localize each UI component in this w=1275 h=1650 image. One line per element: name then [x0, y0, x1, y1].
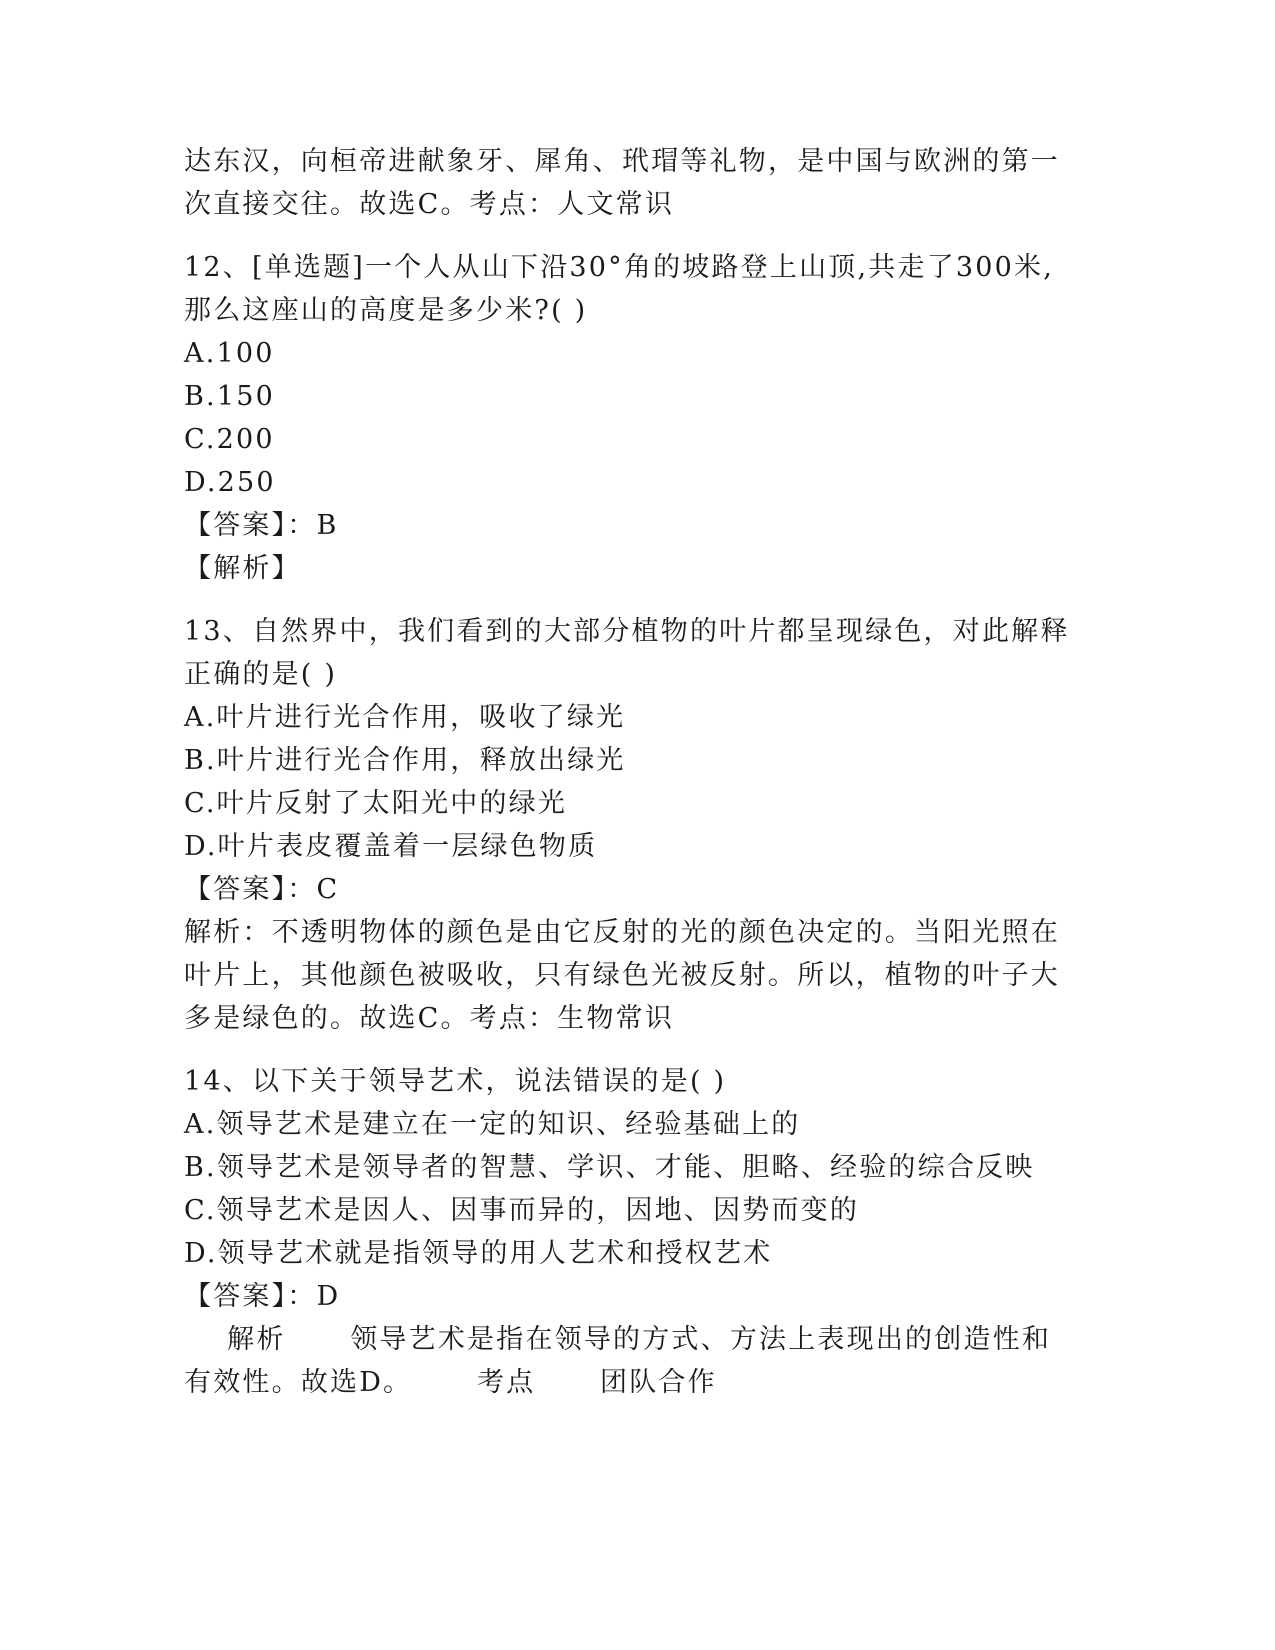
question-stem: 那么这座山的高度是多少米?( ) [184, 295, 588, 326]
option-d: D.250 [184, 467, 276, 498]
answer-line: 【答案】：D [184, 1281, 341, 1312]
analysis-line: 有效性。故选D。 考点 团队合作 [184, 1367, 717, 1398]
question-13 [184, 610, 1070, 1040]
option-a: A.领导艺术是建立在一定的知识、经验基础上的 [184, 1109, 801, 1140]
option-d: D.叶片表皮覆盖着一层绿色物质 [184, 831, 598, 862]
option-c: C.200 [184, 424, 275, 455]
question-stem: 正确的是( ) [184, 659, 338, 690]
option-a: A.叶片进行光合作用，吸收了绿光 [184, 702, 626, 733]
analysis-line: 叶片上，其他颜色被吸收，只有绿色光被反射。所以，植物的叶子大 [184, 960, 1060, 991]
analysis-line: 达东汉，向桓帝进献象牙、犀角、玳瑁等礼物，是中国与欧洲的第一 [184, 146, 1060, 177]
option-b: B.叶片进行光合作用，释放出绿光 [184, 745, 626, 776]
continuation-analysis [184, 140, 1064, 226]
option-b: B.领导艺术是领导者的智慧、学识、才能、胆略、经验的综合反映 [184, 1152, 1035, 1183]
option-c: C.叶片反射了太阳光中的绿光 [184, 788, 568, 819]
analysis-line: 解析 领导艺术是指在领导的方式、方法上表现出的创造性和 [184, 1324, 1052, 1355]
question-stem: 12、[单选题]一个人从山下沿30°角的坡路登上山顶,共走了300米, [184, 252, 1054, 283]
question-stem: 14、以下关于领导艺术，说法错误的是( ) [184, 1066, 727, 1097]
option-a: A.100 [184, 338, 275, 369]
answer-line: 【答案】：B [184, 510, 339, 541]
document-page [184, 140, 1070, 1404]
analysis-line: 多是绿色的。故选C。考点：生物常识 [184, 1003, 675, 1034]
option-c: C.领导艺术是因人、因事而异的，因地、因势而变的 [184, 1195, 860, 1226]
option-b: B.150 [184, 381, 275, 412]
answer-line: 【答案】：C [184, 874, 340, 905]
analysis-label: 【解析】 [184, 553, 301, 584]
analysis-line: 次直接交往。故选C。考点：人文常识 [184, 189, 675, 220]
question-12 [184, 246, 1064, 590]
analysis-line: 解析：不透明物体的颜色是由它反射的光的颜色决定的。当阳光照在 [184, 917, 1060, 948]
option-d: D.领导艺术就是指领导的用人艺术和授权艺术 [184, 1238, 773, 1269]
question-14 [184, 1060, 1064, 1404]
question-stem: 13、自然界中，我们看到的大部分植物的叶片都呈现绿色，对此解释 [184, 616, 1070, 647]
